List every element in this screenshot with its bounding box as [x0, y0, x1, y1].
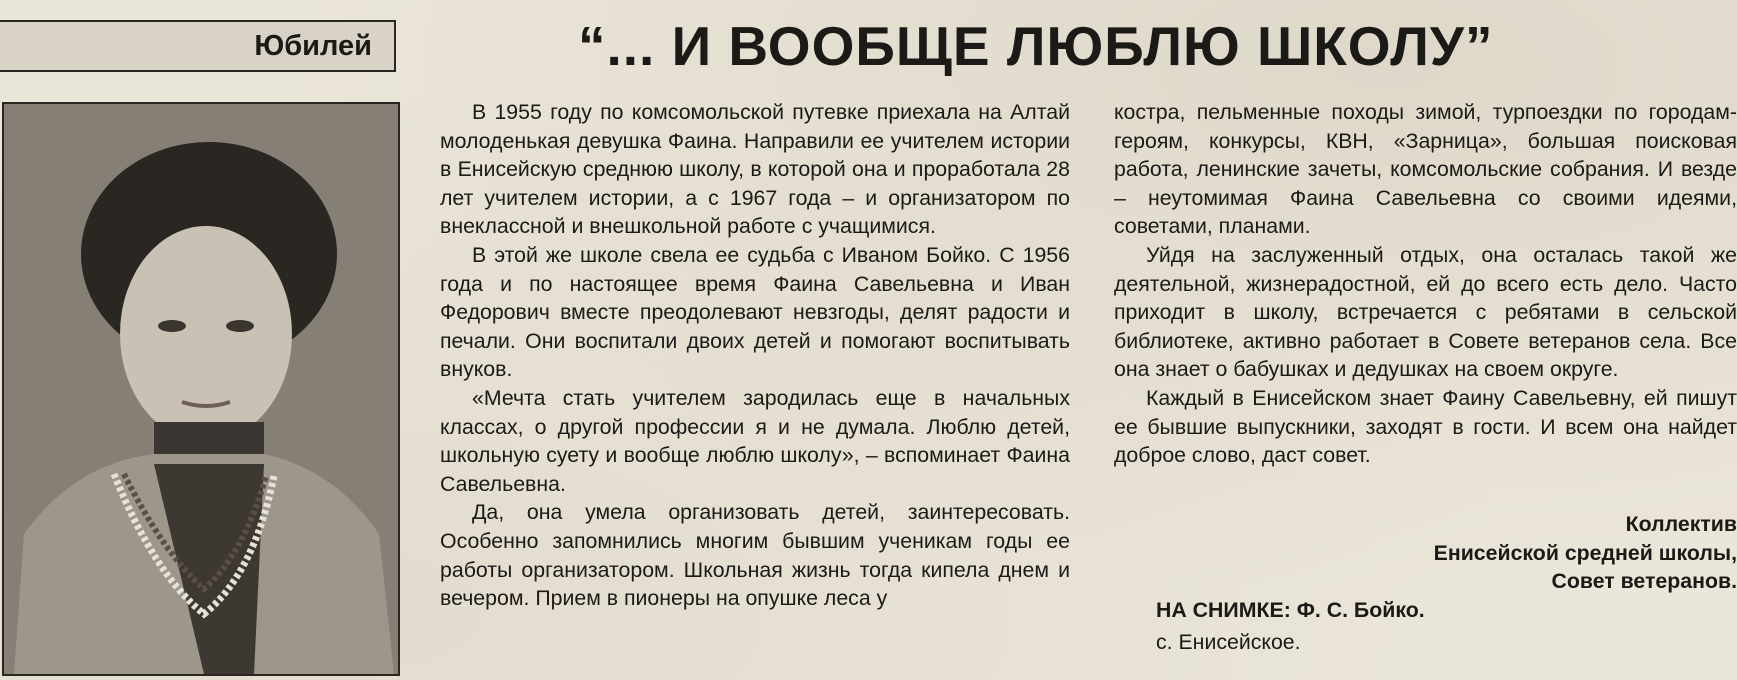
- signature-line: Енисейской средней школы,: [1433, 540, 1737, 565]
- article-column-2: [1114, 98, 1737, 470]
- rubric-box: [0, 20, 396, 72]
- paragraph: Да, она умела организовать детей, заинтересовать. Особенно запомнились многим бывшим ученикам годы ее работы организатором. Школьная жизнь тогда кипела днем и вечером. Прием в пионеры на опушке леса у: [440, 500, 1070, 611]
- signature: [1237, 510, 1737, 596]
- photo-caption-place: с. Енисейское.: [1156, 630, 1301, 654]
- article-column-1: [440, 98, 1070, 613]
- signature-line: Совет ветеранов.: [1551, 569, 1737, 594]
- article-headline: “... И ВООБЩЕ ЛЮБЛЮ ШКОЛУ”: [578, 15, 1494, 77]
- signature-line: Коллектив: [1625, 512, 1737, 536]
- portrait-photo: [2, 102, 400, 676]
- portrait-photo-icon: [4, 104, 398, 674]
- paragraph: «Мечта стать учителем зародилась еще в начальных классах, о другой профессии я и не думала. Люблю детей, школьную суету и вообще люблю школу», – вспоминает Фаина Савельевна.: [440, 385, 1070, 496]
- paragraph: Каждый в Енисейском знает Фаину Савельевну, ей пишут ее бывшие выпускники, заходят в гости. И всем она найдет доброе слово, даст совет.: [1114, 385, 1737, 468]
- paragraph: костра, пельменные походы зимой, турпоездки по городам-героям, конкурсы, КВН, «Зарница», большая поисковая работа, ленинские зачеты, комсомольские собрания. И везде – неутомимая Фаина Савельевна со своими идеями, советами, планами.: [1114, 100, 1737, 239]
- paragraph: Уйдя на заслуженный отдых, она осталась такой же деятельной, жизнерадостной, ей до всего есть дело. Часто приходит в школу, встречается с ребятами в сельской библиотеке, активно работает в Совете ветеранов села. Все она знает о бабушках и дедушках на своем округе.: [1114, 242, 1737, 382]
- rubric-label: Юбилей: [254, 30, 372, 62]
- photo-caption-title: НА СНИМКЕ: Ф. С. Бойко.: [1156, 598, 1425, 622]
- paragraph: В этой же школе свела ее судьба с Иваном Бойко. С 1956 года и по настоящее время Фаина Савельевна и Иван Федорович вместе преодолевают невзгоды, делят радости и печали. Они воспитали двоих детей и помогают воспитывать внуков.: [440, 242, 1070, 382]
- paragraph: В 1955 году по комсомольской путевке приехала на Алтай молоденькая девушка Фаина. Направили ее учителем истории в Енисейскую среднюю школу, в которой она и проработала 28 лет учителем истории, а с 1967 года – и организатором по внеклассной и внешкольной работе с учащимися.: [440, 100, 1070, 239]
